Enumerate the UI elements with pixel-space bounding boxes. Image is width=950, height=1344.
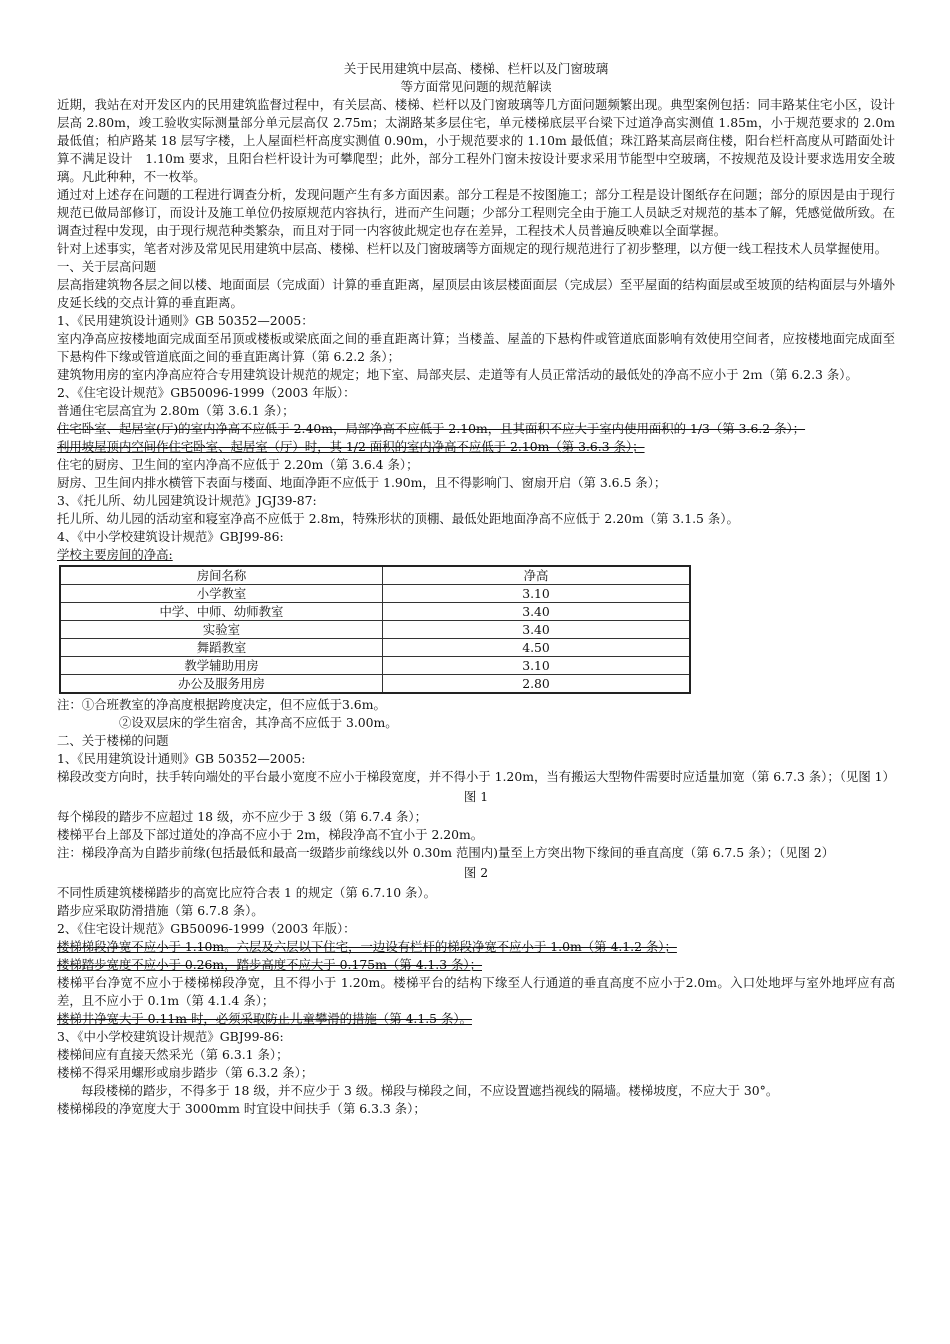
table-cell-room: 中学、中师、幼师教室 xyxy=(60,603,383,621)
table-cell-room: 小学教室 xyxy=(60,585,383,603)
table-note-1: 注：①合班教室的净高度根据跨度决定，但不应低于3.6m。 xyxy=(57,697,386,712)
clause-6-7-5: 楼梯平台上部及下部过道处的净高不应小于 2m，梯段净高不宜小于 2.20m。 xyxy=(57,827,484,842)
intro-paragraph-2: 通过对上述存在问题的工程进行调查分析，发现问题产生有多方面因素。部分工程是不按图施工；部分工程是设计图纸存在问题；部分的原因是由于现行规范已做局部修订，而设计及施工单位仍按原规范内容执行，进而产生问题；少部分工程则完全由于施工人员缺乏对规范的基本了解，凭感觉做所致。在调查过程中发现，由于现行规范种类繁杂，而且对于同一内容彼此规定也存在差异，工程技术人员普遍反映难以全面掌握。 xyxy=(57,187,895,238)
clause-6-2-3: 建筑物用房的室内净高应符合专用建筑设计规范的规定；地下室、局部夹层、走道等有人员正常活动的最低处的净高不应小于 2ｍ（第 6.2.3 条）。 xyxy=(57,367,858,382)
clause-6-7-10: 不同性质建筑楼梯踏步的高宽比应符合表 1 的规定（第 6.7.10 条）。 xyxy=(57,885,437,900)
table-header-row xyxy=(60,566,690,585)
title-line-2: 等方面常见问题的规范解读 xyxy=(400,79,552,94)
clause-6-3-1: 楼梯间应有直接天然采光（第 6.3.1 条）； xyxy=(57,1047,289,1062)
clause-4-1-4: 楼梯平台净宽不应小于楼梯梯段净宽，且不得小于 1.20m。楼梯平台的结构下缘至人行通道的垂直高度不应小于2.0m。入口处地坪与室外地坪应有高差，且不应小于 0.1m（第 4.1.4 条）； xyxy=(57,975,895,1008)
table-cell-height: 2.80 xyxy=(383,675,691,694)
figure-2-caption: 图 2 xyxy=(463,865,489,880)
table-header-cell: 净高 xyxy=(383,566,691,585)
code-title-gbj99: 4、《中小学校建筑设计规范》GBJ99-86: xyxy=(57,529,284,544)
clause-3-6-4: 住宅的厨房、卫生间的室内净高不应低于 2.20m（第 3.6.4 条）； xyxy=(57,457,419,472)
table-cell-height: 3.40 xyxy=(383,603,691,621)
table-row xyxy=(60,657,690,675)
clause-6-3-2: 楼梯不得采用螺形或扇步踏步（第 6.3.2 条）； xyxy=(57,1065,314,1080)
table-row xyxy=(60,603,690,621)
clause-3-6-5: 厨房、卫生间内排水横管下表面与楼面、地面净距不应低于 1.90m，且不得影响门、窗扇开启（第 3.6.5 条）； xyxy=(57,475,667,490)
clause-6-3-3: 楼梯梯段的净宽度大于 3000mm 时宜设中间扶手（第 6.3.3 条）； xyxy=(57,1101,426,1116)
clause-6-2-2: 室内净高应按楼地面完成面至吊顶或楼板或梁底面之间的垂直距离计算；当楼盖、屋盖的下悬构件或管道底面影响有效使用空间者，应按楼地面完成面至下悬构件下缘或管道底面之间的垂直距离计算（第 6.2.2 条）； xyxy=(57,331,895,364)
table-cell-room: 办公及服务用房 xyxy=(60,675,383,694)
clause-4-1-2: 楼梯梯段净宽不应小于 1.10m。六层及六层以下住宅，一边设有栏杆的梯段净宽不应小于 1.0m（第 4.1.2 条）； xyxy=(57,939,677,954)
title-line-1: 关于民用建筑中层高、楼梯、栏杆以及门窗玻璃 xyxy=(343,61,609,76)
section-heading-floor-height: 一、关于层高问题 xyxy=(57,259,157,274)
figure-1-caption: 图 1 xyxy=(463,789,489,804)
table-cell-height: 3.10 xyxy=(383,585,691,603)
intro-paragraph-1: 近期，我站在对开发区内的民用建筑监督过程中，有关层高、楼梯、栏杆以及门窗玻璃等几方面问题频繁出现。典型案例包括：同丰路某住宅小区，设计层高 2.80m，竣工验收实际测量部分单元层高仅 2.75m；太湖路某多层住宅，单元楼梯底层平台梁下过道净高实测值 1.85m，小于规范要求的 2.0m 最低值；柏庐路某 18 层写字楼，上人屋面栏杆高度实测值 0.90m，小于规范要求的 1.10m 最低值；珠江路某高层商住楼，阳台栏杆高度从可踏面处计算不满足设计 1.10m 要求，且阳台栏杆设计为可攀爬型；此外，部分工程外门窗未按设计要求采用节能型中空玻璃，不按规范及设计要求选用安全玻璃。凡此种种，不一枚举。 xyxy=(57,97,895,184)
table-cell-room: 舞蹈教室 xyxy=(60,639,383,657)
code-title-gb50096: 2、《住宅设计规范》GB50096-1999（2003 年版）： xyxy=(57,385,356,400)
code-title-gb50352-stairs: 1、《民用建筑设计通则》GB 50352—2005: xyxy=(57,751,306,766)
clause-3-1-5: 托儿所、幼儿园的活动室和寝室净高不应低于 2.8m，特殊形状的顶棚、最低处距地面净高不应低于 2.20m（第 3.1.5 条）。 xyxy=(57,511,739,526)
table-row xyxy=(60,675,690,694)
clause-4-1-5: 楼梯井净宽大于 0.11m 时，必须采取防止儿童攀滑的措施（第 4.1.5 条）。 xyxy=(57,1011,472,1026)
room-height-table xyxy=(59,565,691,694)
code-title-gb50096-stairs: 2、《住宅设计规范》GB50096-1999（2003 年版）： xyxy=(57,921,356,936)
table-row xyxy=(60,621,690,639)
stair-steps-rule: 每段楼梯的踏步，不得多于 18 级，并不应少于 3 级。梯段与梯段之间，不应设置遮挡视线的隔墙。楼梯坡度，不应大于 30°。 xyxy=(81,1083,779,1098)
table-header-cell: 房间名称 xyxy=(60,566,383,585)
table-note-2: ②设双层床的学生宿舍，其净高不应低于 3.00m。 xyxy=(119,715,398,730)
clause-6-7-8: 踏步应采取防滑措施（第 6.7.8 条）。 xyxy=(57,903,264,918)
intro-paragraph-3: 针对上述事实，笔者对涉及常见民用建筑中层高、楼梯、栏杆以及门窗玻璃等方面规定的现行规范进行了初步整理，以方便一线工程技术人员掌握使用。 xyxy=(57,241,888,256)
code-title-gbj99-stairs: 3、《中小学校建筑设计规范》GBJ99-86: xyxy=(57,1029,284,1044)
clause-4-1-3: 楼梯踏步宽度不应小于 0.26m，踏步高度不应大于 0.175m（第 4.1.3 条）； xyxy=(57,957,483,972)
table-cell-height: 3.40 xyxy=(383,621,691,639)
table-cell-height: 4.50 xyxy=(383,639,691,657)
code-title-jgj39: 3、《托儿所、幼儿园建筑设计规范》JGJ39-87: xyxy=(57,493,317,508)
table-cell-room: 实验室 xyxy=(60,621,383,639)
clause-6-7-5-note: 注：梯段净高为自踏步前缘(包括最低和最高一级踏步前缘线以外 0.30m 范围内)量至上方突出物下缘间的垂直高度（第 6.7.5 条）；（见图 2） xyxy=(57,845,835,860)
code-title-gb50352: 1、《民用建筑设计通则》GB 50352—2005： xyxy=(57,313,314,328)
clause-3-6-1: 普通住宅层高宜为 2.80m（第 3.6.1 条）； xyxy=(57,403,295,418)
clause-6-7-3: 梯段改变方向时，扶手转向端处的平台最小宽度不应小于梯段宽度，并不得小于 1.20m，当有搬运大型物件需要时应适量加宽（第 6.7.3 条）；（见图 1） xyxy=(57,769,895,784)
table-row xyxy=(60,639,690,657)
clause-6-7-4: 每个梯段的踏步不应超过 18 级，亦不应少于 3 级（第 6.7.4 条）； xyxy=(57,809,427,824)
table-cell-height: 3.10 xyxy=(383,657,691,675)
clause-3-6-2: 住宅卧室、起居室(厅)的室内净高不应低于 2.40m，局部净高不应低于 2.10m，且其面积不应大于室内使用面积的 1/3（第 3.6.2 条）； xyxy=(57,421,806,436)
table-caption: 学校主要房间的净高: xyxy=(57,547,173,562)
table-cell-room: 教学辅助用房 xyxy=(60,657,383,675)
table-row xyxy=(60,585,690,603)
section-heading-stairs: 二、关于楼梯的问题 xyxy=(57,733,169,748)
document-page xyxy=(57,60,895,1118)
clause-3-6-3: 利用坡屋顶内空间作住宅卧室、起居室（厅）时，其 1/2 面积的室内净高不应低于 2.10m（第 3.6.3 条）； xyxy=(57,439,645,454)
floor-height-definition: 层高指建筑物各层之间以楼、地面面层（完成面）计算的垂直距离，屋顶层由该层楼面面层（完成层）至平屋面的结构面层或至坡顶的结构面层与外墙外皮延长线的交点计算的垂直距离。 xyxy=(57,277,895,310)
